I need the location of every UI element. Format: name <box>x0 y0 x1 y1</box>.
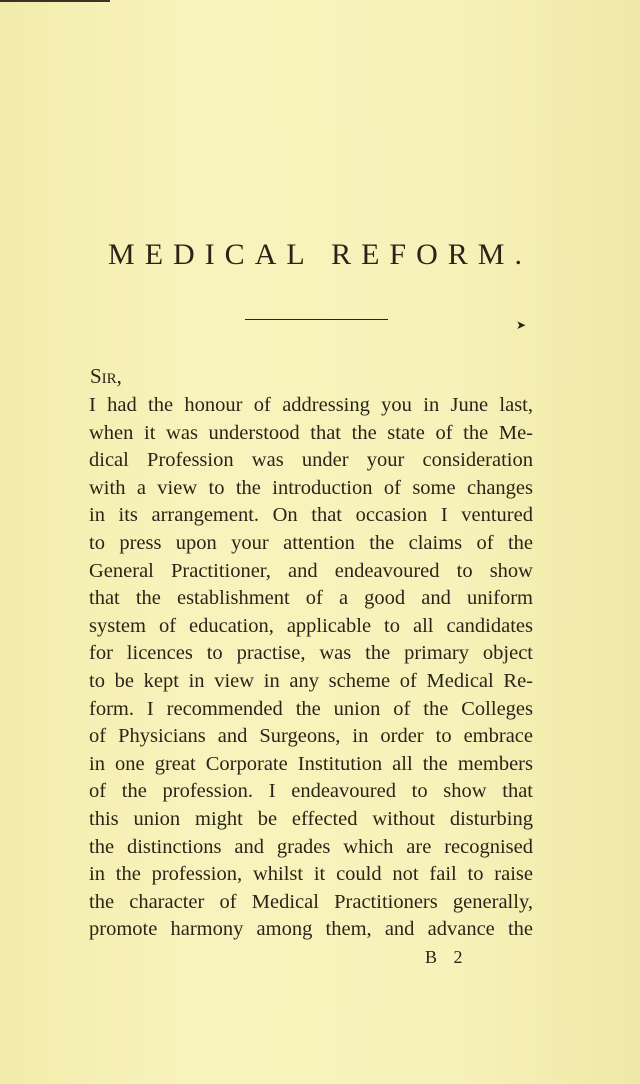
text-line: when it was understood that the state of the Me- <box>89 421 533 444</box>
text-line: to be kept in view in any scheme of Medical Re- <box>89 669 533 692</box>
text-line: of the profession. I endeavoured to show that <box>89 780 533 803</box>
text-line: the character of Medical Practitioners generally, <box>89 890 533 913</box>
body-text <box>89 392 533 944</box>
text-line: General Practitioner, and endeavoured to show <box>89 559 533 582</box>
salutation: Sir, <box>90 364 122 388</box>
text-line: I had the honour of addressing you in June last, <box>89 394 533 416</box>
text-line: in one great Corporate Institution all the members <box>89 752 533 775</box>
text-line: of Physicians and Surgeons, in order to embrace <box>89 725 533 748</box>
text-line: for licences to practise, was the primary object <box>89 642 533 665</box>
text-line: with a view to the introduction of some changes <box>89 476 533 499</box>
signature-mark: B 2 <box>425 947 469 967</box>
title-divider <box>245 319 388 320</box>
text-line: the distinctions and grades which are recognised <box>89 835 533 858</box>
text-line: that the establishment of a good and uniform <box>89 587 533 610</box>
ink-mark: ➤ <box>516 318 527 332</box>
text-line: promote harmony among them, and advance the <box>89 918 533 941</box>
text-line: form. I recommended the union of the Colleges <box>89 697 533 720</box>
text-line: system of education, applicable to all candidates <box>89 614 533 637</box>
text-line: dical Profession was under your consideration <box>89 449 533 472</box>
text-line: in the profession, whilst it could not fail to raise <box>89 863 533 886</box>
text-line: to press upon your attention the claims of the <box>89 531 533 554</box>
page-edge-rule <box>0 0 110 2</box>
page-title: MEDICAL REFORM. <box>108 238 532 271</box>
text-line: this union might be effected without disturbing <box>89 807 533 830</box>
text-line: in its arrangement. On that occasion I ventured <box>89 504 533 527</box>
